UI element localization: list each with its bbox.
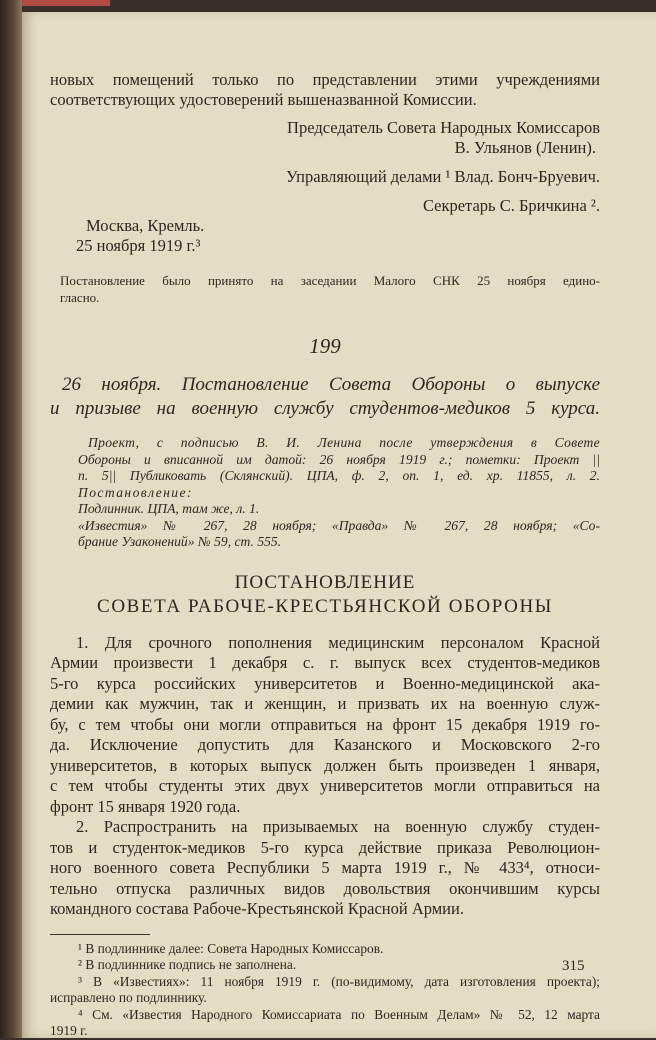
footnote-4: ⁴ См. «Известия Народного Комиссариата по Военным Делам» № 52, 12 марта: [78, 1006, 600, 1022]
adoption-note: [50, 272, 600, 306]
paragraph-line: ного военного совета Республики 5 марта 1919 г., № 433⁴, относи-: [50, 858, 600, 877]
signature-date: 25 ноября 1919 г.³: [76, 236, 201, 255]
decree-paragraph-1: [50, 633, 600, 818]
source-notes: [50, 435, 600, 551]
page-number: 315: [562, 958, 585, 974]
paragraph-line: Армии произвести 1 декабря с. г. выпуск всех студентов-медиков: [50, 653, 600, 672]
paragraph-line: тельно отпуска различных видов довольствия окончившим курсы: [50, 878, 600, 898]
opening-line: соответствующих удостоверений вышеназванной Комиссии.: [50, 90, 477, 109]
opening-text: [50, 70, 600, 110]
secretary-signature: Секретарь С. Бричкина ².: [422, 196, 600, 215]
chair-name: В. Ульянов (Ленин).: [454, 138, 596, 157]
paragraph-line: командного состава Рабоче-Крестьянской Красной Армии.: [50, 899, 464, 918]
paragraph-line: 5-го курса российских университетов и Военно-медицинской ака-: [50, 673, 600, 693]
source-note-line: «Известия» № 267, 28 ноября; «Правда» № 267, 28 ноября; «Со-: [78, 517, 600, 533]
footnote-1: ¹ В подлиннике далее: Совета Народных Комиссаров.: [78, 940, 384, 956]
adoption-note-line: гласно.: [60, 290, 100, 305]
footnote-divider: [50, 934, 150, 935]
footnote-2: ² В подлиннике подпись не заполнена.: [78, 957, 297, 972]
top-dark-strip: [0, 0, 656, 12]
source-note-line: Подлинник. ЦПА, там же, л. 1.: [78, 501, 260, 516]
paragraph-line: университетов, в которых выпуск должен быть произведен 1 января,: [50, 755, 600, 775]
paragraph-line: да. Исключение допустить для Казанского и Московского 2-го: [50, 735, 600, 754]
footnotes: [50, 934, 600, 1040]
decree-paragraph-2: [50, 817, 600, 920]
signature-place: Москва, Кремль.: [86, 216, 205, 235]
source-note-line: Постановление:: [78, 484, 193, 500]
document-number: 199: [309, 334, 341, 358]
adoption-note-line: Постановление было принято на заседании Малого СНК 25 ноября едино-: [60, 273, 600, 288]
signature-block: [50, 118, 600, 256]
decree-heading-line: СОВЕТА РАБОЧЕ-КРЕСТЬЯНСКОЙ ОБОРОНЫ: [97, 595, 553, 617]
paragraph-line: с тем чтобы студенты этих двух университетов могли отправиться на: [50, 776, 600, 795]
paragraph-line: демии как мужчин, так и женщин, и призвать их на военную служ-: [50, 694, 600, 713]
source-note-line: брание Узаконений» № 59, ст. 555.: [78, 534, 282, 549]
page-content: [50, 70, 600, 1040]
paragraph-line: фронт 15 января 1920 года.: [50, 796, 241, 816]
document-title-line: 26 ноября. Постановление Совета Обороны о выпуске: [62, 374, 600, 395]
opening-line: новых помещений только по представлении этими учреждениями: [50, 70, 600, 89]
paragraph-line: 1. Для срочного пополнения медицинским персоналом Красной: [76, 632, 600, 652]
manager-signature: Управляющий делами ¹ Влад. Бонч-Бруевич.: [285, 167, 600, 186]
source-note-line: п. 5|| Публиковать (Склянский). ЦПА, ф. 2, оп. 1, ед. хр. 11855, л. 2.: [78, 468, 600, 483]
paragraph-line: 2. Распространить на призываемых на военную службу студен-: [76, 817, 600, 836]
paragraph-line: тов и студенток-медиков 5-го курса действие приказа Революцион-: [50, 837, 600, 857]
source-note-line: Обороны и вписанной им датой: 26 ноября 1919 г.; пометки: Проект ||: [78, 451, 600, 467]
document-title: [50, 373, 600, 421]
footnote-3: ³ В «Известиях»: 11 ноября 1919 г. (по-видимому, дата изготовления проекта);: [78, 973, 600, 989]
chair-title: Председатель Совета Народных Комиссаров: [287, 118, 600, 137]
decree-heading: [50, 571, 600, 619]
book-binding-edge: [0, 0, 22, 1038]
paragraph-line: бу, с тем чтобы они могли отправиться на фронт 15 декабря 1919 го-: [50, 714, 600, 734]
footnote-3-cont: исправлено по подлиннику.: [50, 990, 207, 1005]
document-title-line: и призыве на военную службу студентов-медиков 5 курса.: [50, 398, 600, 419]
source-note-line: Проект, с подписью В. И. Ленина после утверждения в Совете: [88, 435, 600, 450]
decree-heading-line: ПОСТАНОВЛЕНИЕ: [234, 571, 416, 593]
footnote-4-cont: 1919 г.: [50, 1023, 88, 1038]
